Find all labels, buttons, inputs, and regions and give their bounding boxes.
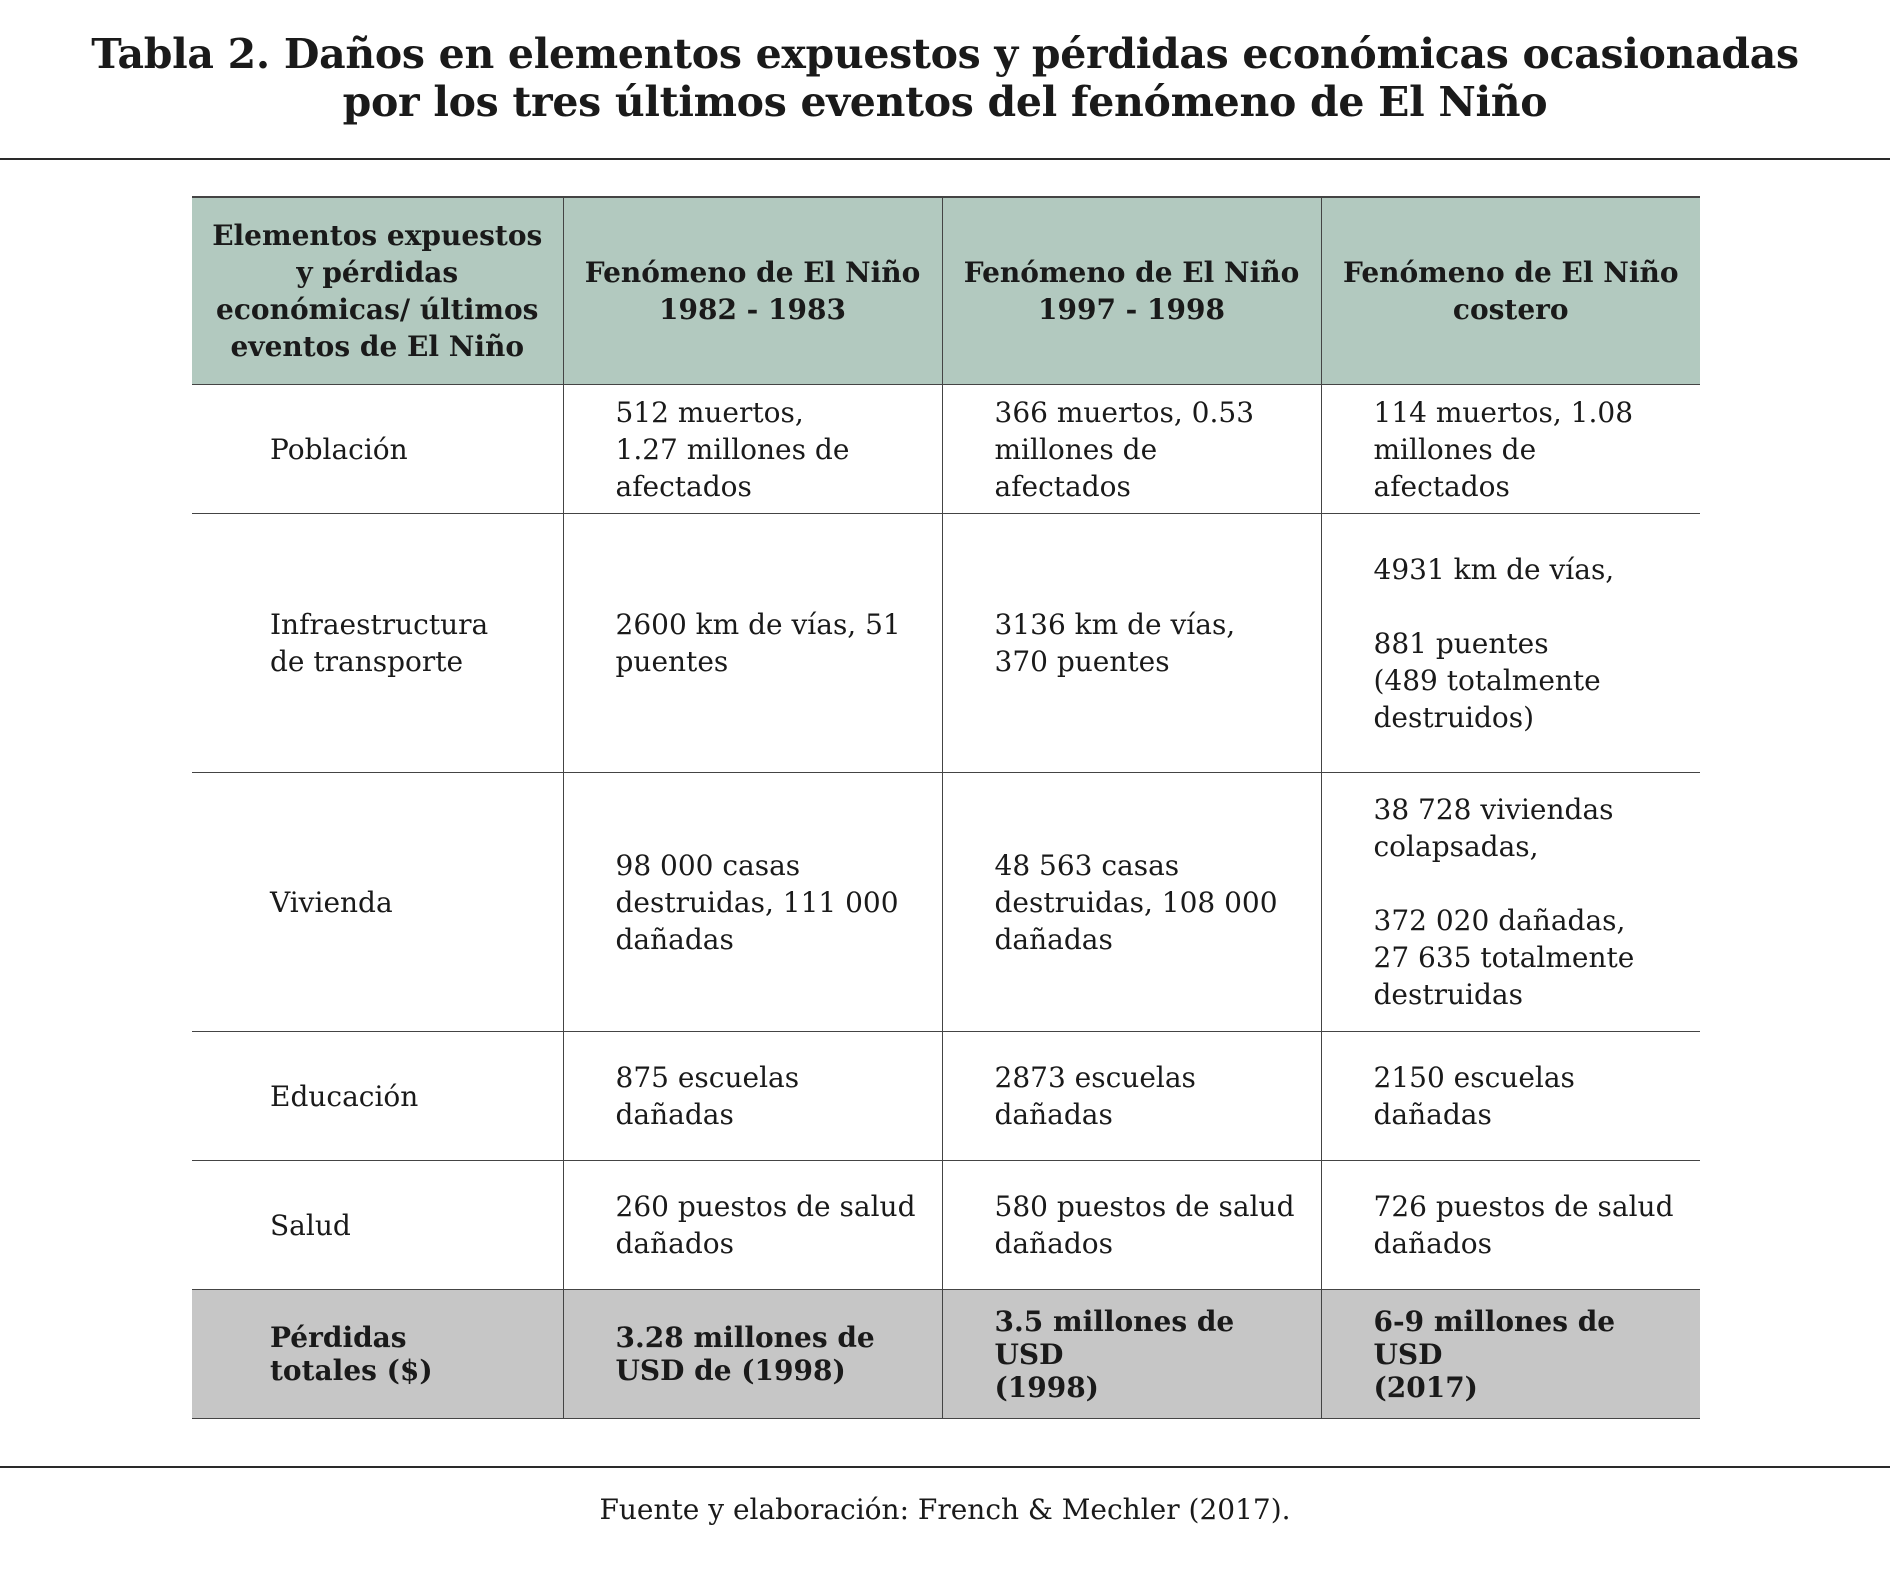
- total-cell: [563, 1290, 942, 1419]
- top-divider: [0, 158, 1890, 160]
- cell-text: 2873 escuelas dañadas: [994, 1061, 1196, 1131]
- table-cell: [1321, 1161, 1700, 1290]
- row-label-text: Infraestructura de transporte: [270, 608, 489, 678]
- total-cell: [1321, 1290, 1700, 1419]
- cell-text: 512 muertos, 1.27 millones de afectados: [615, 395, 850, 503]
- table-cell: [563, 385, 942, 514]
- cell-text: 2150 escuelas dañadas: [1373, 1061, 1575, 1131]
- row-label-text: Población: [270, 432, 408, 466]
- row-label-text: Pérdidas totales ($): [270, 1321, 433, 1387]
- table-row: [192, 514, 1700, 773]
- total-cell: [942, 1290, 1321, 1419]
- cell-text: 6-9 millones de USD (2017): [1373, 1304, 1616, 1404]
- row-label-perdidas-totales: [192, 1290, 563, 1419]
- table-cell: [942, 385, 1321, 514]
- table-header-row: [192, 197, 1700, 385]
- cell-text: 3.28 millones de USD de (1998): [615, 1321, 875, 1387]
- cell-text: 580 puestos de salud dañados: [994, 1190, 1295, 1260]
- cell-text: 114 muertos, 1.08 millones de afectados: [1373, 395, 1634, 503]
- row-label-text: Vivienda: [270, 885, 393, 919]
- table-cell: [942, 514, 1321, 773]
- header-nino-1982-text: Fenómeno de El Niño 1982 - 1983: [584, 256, 921, 326]
- cell-text: 3136 km de vías, 370 puentes: [994, 608, 1236, 678]
- row-label-educacion: [192, 1032, 563, 1161]
- table-cell: [942, 1032, 1321, 1161]
- table-title: [0, 30, 1890, 126]
- table-row: [192, 385, 1700, 514]
- table-title-line-1: Tabla 2. Daños en elementos expuestos y pérdidas económicas ocasionadas: [91, 30, 1799, 78]
- header-elements: [192, 197, 563, 385]
- table-row: [192, 773, 1700, 1032]
- table-cell: [1321, 1032, 1700, 1161]
- table-cell: [563, 1161, 942, 1290]
- cell-text: 366 muertos, 0.53 millones de afectados: [994, 395, 1255, 503]
- table-total-row: [192, 1290, 1700, 1419]
- cell-text: 726 puestos de salud dañados: [1373, 1190, 1674, 1260]
- header-nino-1982: [563, 197, 942, 385]
- header-elements-text: Elementos expuestos y pérdidas económicas/ últimos eventos de El Niño: [212, 219, 543, 363]
- source-note: Fuente y elaboración: French & Mechler (2017).: [599, 1493, 1291, 1526]
- table-cell: [563, 514, 942, 773]
- table-cell: [1321, 514, 1700, 773]
- row-label-text: Educación: [270, 1079, 419, 1113]
- table-cell: [1321, 385, 1700, 514]
- cell-text: 4931 km de vías, 881 puentes (489 totalmente destruidos): [1373, 552, 1615, 734]
- cell-text: 2600 km de vías, 51 puentes: [615, 608, 901, 678]
- cell-text: 260 puestos de salud dañados: [615, 1190, 916, 1260]
- damages-table: [192, 196, 1700, 1419]
- cell-text: 48 563 casas destruidas, 108 000 dañadas: [994, 848, 1278, 956]
- table-cell: [563, 1032, 942, 1161]
- cell-text: 98 000 casas destruidas, 111 000 dañadas: [615, 848, 899, 956]
- header-nino-costero-text: Fenómeno de El Niño costero: [1342, 256, 1679, 326]
- row-label-text: Salud: [270, 1208, 351, 1242]
- table-cell: [942, 1161, 1321, 1290]
- row-label-vivienda: [192, 773, 563, 1032]
- bottom-divider: [0, 1466, 1890, 1468]
- table-row: [192, 1032, 1700, 1161]
- row-label-salud: [192, 1161, 563, 1290]
- cell-text: 875 escuelas dañadas: [615, 1061, 800, 1131]
- header-nino-1997-text: Fenómeno de El Niño 1997 - 1998: [963, 256, 1300, 326]
- cell-text: 3.5 millones de USD (1998): [994, 1304, 1235, 1404]
- cell-text: 38 728 viviendas colapsadas, 372 020 dañadas, 27 635 totalmente destruidas: [1373, 793, 1635, 1011]
- header-nino-1997: [942, 197, 1321, 385]
- table-cell: [1321, 773, 1700, 1032]
- table-cell: [942, 773, 1321, 1032]
- row-label-infraestructura: [192, 514, 563, 773]
- table-cell: [563, 773, 942, 1032]
- header-nino-costero: [1321, 197, 1700, 385]
- table-row: [192, 1161, 1700, 1290]
- row-label-poblacion: [192, 385, 563, 514]
- table-title-line-2: por los tres últimos eventos del fenómeno de El Niño: [342, 78, 1548, 126]
